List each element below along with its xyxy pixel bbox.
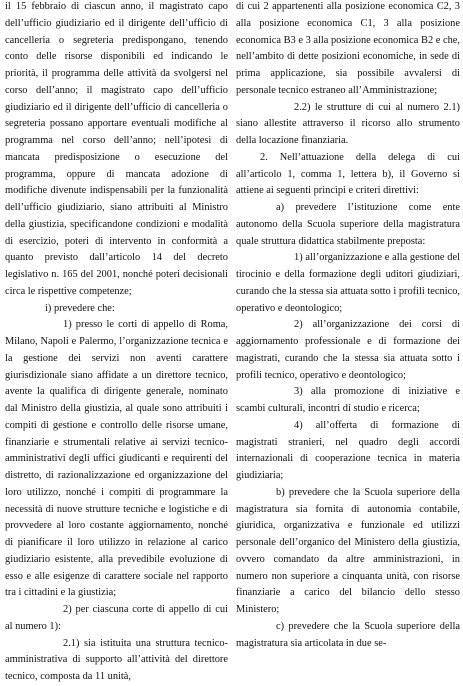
- paragraph: 2.2) le strutture di cui al numero 2.1) siano allestite attraverso il ricorso allo strumento della locazione finanziaria.: [236, 101, 460, 146]
- paragraph: il 15 febbraio di ciascun anno, il magistrato capo dell’ufficio giudiziario ed il dirigente dell’ufficio di cancelleria o segreteria predispongano, tenendo conto delle risorse disponibili ed indicando le priorità, il programma delle attività da svolgersi nel corso dell’anno; il magistrato capo dell’ufficio giudiziario ed il dirigente dell’ufficio di cancelleria o segreteria possano apportare eventuali modifiche al programma nel corso dell’anno; nell’ipotesi di mancata predisposizione o esecuzione del programma, oppure di mancata adozione di modifiche divenute indispensabili per la funzionalità dell’ufficio giudiziario, siano attribuiti al Ministro della giustizia, specificandone condizioni e modalità di esercizio, poteri di intervento in conformità a quanto previsto dall’articolo 14 del decreto legislativo n. 165 del 2001, nonché poteri decisionali circa le rispettive competenze;: [5, 1, 228, 297]
- paragraph: i) prevedere che:: [45, 302, 115, 314]
- paragraph: 2. Nell’attuazione della delega di cui all’articolo 1, comma 1, lettera b), il Governo si attiene ai seguenti princìpi e criteri direttivi:: [236, 151, 460, 197]
- paragraph: b) prevedere che la Scuola superiore della magistratura sia fornita di autonomia contabile, giuridica, organizzativa e funzionale ed utilizzi personale dell’organico del Ministero della giustizia, ovvero comandato da altre amministrazioni, in numero non superiore a cinquanta unità, con risorse finanziarie a carico del bilancio dello stesso Ministero;: [236, 486, 460, 615]
- paragraph: 3) alla promozione di iniziative e scambi culturali, incontri di studio e ricerca;: [236, 386, 460, 414]
- paragraph: c) prevedere che la Scuola superiore della magistratura sia articolata in due se-: [236, 620, 460, 649]
- paragraph: 4) all’offerta di formazione di magistrati stranieri, nel quadro degli accordi internazionali di cooperazione tecnica in materia giudiziaria;: [236, 419, 460, 481]
- right-text-column: [236, 0, 460, 652]
- paragraph: 1) presso le corti di appello di Roma, Milano, Napoli e Palermo, l’organizzazione tecnica e la gestione dei servizi non aventi carattere giurisdizionale siano affidate a un direttore tecnico, avente la qualifica di dirigente generale, nominato dal Ministro della giustizia, al quale sono attribuiti i compiti di gestione e controllo delle risorse umane, finanziarie e strumentali relative ai servizi tecnico-amministrativi degli uffici giudicanti e requirenti del distretto, di razionalizzazione ed organizzazione del loro utilizzo, nonché i compiti di programmare la necessità di nuove strutture tecniche e logistiche e di provvedere al loro costante aggiornamento, nonché di pianificare il loro utilizzo in relazione al carico giudiziario esistente, alla prevedibile evoluzione di esso e alle esigenze di carattere sociale nel rapporto tra i cittadini e la giustizia;: [5, 319, 228, 599]
- paragraph: 2) per ciascuna corte di appello di cui al numero 1):: [5, 604, 228, 632]
- paragraph: di cui 2 appartenenti alla posizione economica C2, 3 alla posizione economica C1, 3 alla posizione economica B3 e 3 alla posizione economica B2 e che, nell’ambito di dette posizioni economiche, in sede di prima applicazione, sia possibile avvalersi di personale tecnico estraneo all’Amministrazione;: [236, 1, 460, 96]
- column-divider: [230, 0, 231, 667]
- paragraph: a) prevedere l’istituzione come ente autonomo della Scuola superiore della magistratura quale struttura didattica stabilmente preposta:: [236, 202, 460, 247]
- paragraph: 2.1) sia istituita una struttura tecnico-amministrativa di supporto all’attività del direttore tecnico, composta da 11 unità,: [5, 637, 228, 682]
- left-text-column: [5, 0, 228, 686]
- paragraph: 2) all’organizzazione dei corsi di aggiornamento professionale e di formazione dei magistrati, curando che la stessa sia attuata sotto i profili tecnico, operativo e deontologico;: [236, 319, 460, 381]
- paragraph: 1) all’organizzazione e alla gestione del tirocinio e della formazione degli uditori giudiziari, curando che la stessa sia attuata sotto i profili tecnico, operativo e deontologico;: [236, 252, 460, 314]
